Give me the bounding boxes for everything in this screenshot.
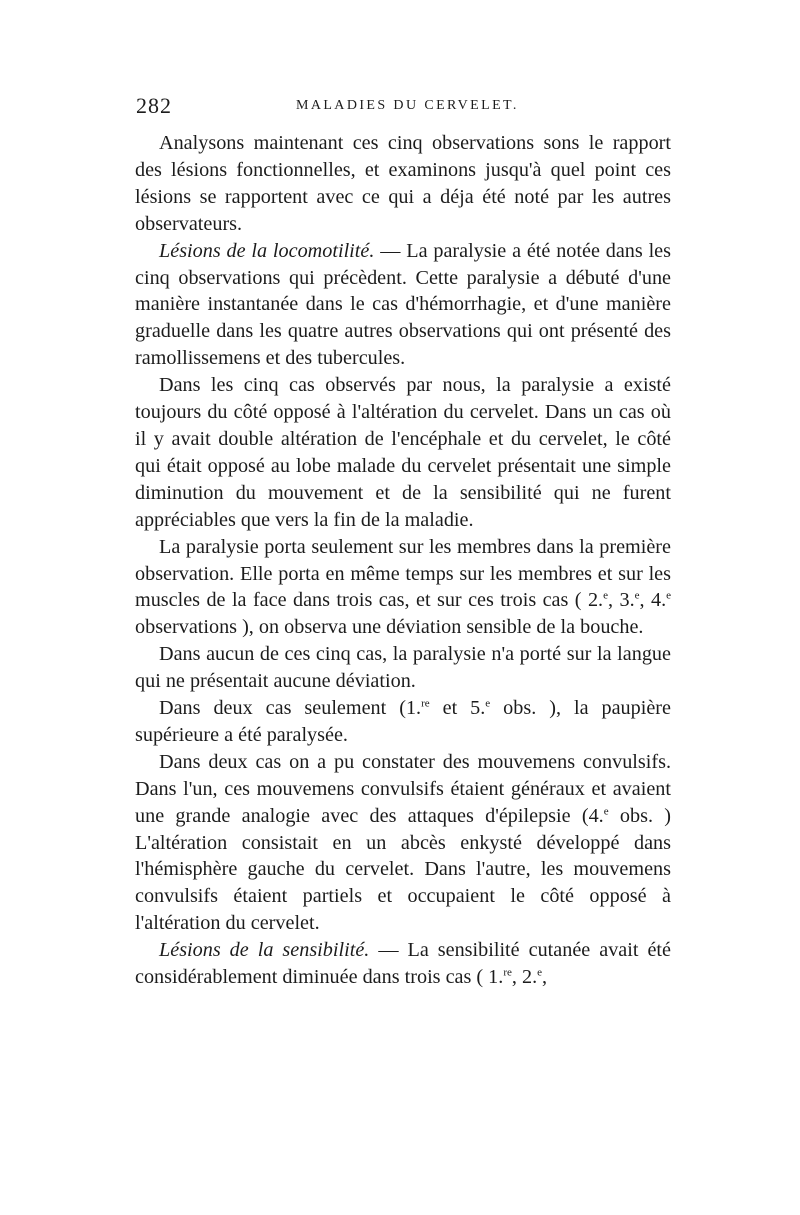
paragraph-8-text-c: , [542, 966, 548, 989]
section-heading-locomotilite: Lésions de la locomotilité. [159, 239, 375, 262]
paragraph-4-text-b: , 3. [608, 589, 635, 612]
paragraph-8-text-b: , 2. [511, 966, 538, 989]
paragraph-1 [135, 130, 671, 238]
ordinal-sup: re [503, 966, 512, 979]
page-number: 282 [136, 93, 172, 118]
page-header [136, 93, 670, 121]
section-heading-sensibilite: Lésions de la sensibilité. [159, 939, 370, 962]
ordinal-sup: e [634, 589, 640, 602]
paragraph-1-text: Analysons maintenant ces cinq observations sons le rapport des lésions fonctionnelles, et examinons jusqu'à quel point ces lésions se rapportent avec ce qui a déja été noté par les autres observateurs. [135, 132, 671, 235]
paragraph-6-text-a: Dans deux cas seulement (1. [159, 697, 422, 720]
paragraph-6-text-c: obs. ), la paupière supérieure a été paralysée. [135, 697, 671, 746]
paragraph-4-text-c: , 4. [639, 589, 667, 612]
paragraph-8-text-a: — La sensibilité cutanée avait été considérablement diminuée dans trois cas ( 1. [135, 939, 671, 989]
ordinal-sup: e [537, 966, 542, 979]
ordinal-sup: e [666, 589, 672, 602]
ordinal-sup: e [603, 589, 608, 602]
paragraph-4-text-d: observations ), on observa une déviation sensible de la bouche. [135, 616, 644, 639]
paragraph-2-text: — La paralysie a été notée dans les cinq observations qui précèdent. Cette paralysie a débuté d'une manière instantanée dans le cas d'hémorrhagie, et d'une manière graduelle dans les quatre autres observations qui ont présenté des ramollissemens et des tubercules. [135, 239, 672, 370]
paragraph-3-text: Dans les cinq cas observés par nous, la paralysie a existé toujours du côté opposé à l'altération du cervelet. Dans un cas où il y avait double altération de l'encéphale et du cervelet, le côté qui était opposé au lobe malade du cervelet présentait une simple diminution du mouvement et de la sensibilité qui ne furent appréciables que vers la fin de la maladie. [135, 374, 671, 531]
paragraph-4-text-a: La paralysie porta seulement sur les membres dans la première observation. Elle porta en même temps sur les membres et sur les muscles de la face dans trois cas, et sur ces trois cas ( 2. [135, 535, 671, 612]
paragraph-7-text-b: obs. ) L'altération consistait en un abcès enkysté développé dans l'hémisphère gauche du cervelet. Dans l'autre, les mouvemens convulsifs étaient partiels et occupaient le côté opposé à l'altération du cervelet. [135, 804, 671, 935]
paragraph-2 [135, 238, 671, 373]
ordinal-sup: re [421, 697, 430, 710]
ordinal-sup: e [603, 804, 609, 817]
paragraph-4 [135, 534, 671, 642]
running-title: MALADIES DU CERVELET. [296, 98, 519, 113]
paragraph-3 [135, 372, 671, 533]
body-text [135, 130, 671, 991]
paragraph-7-text-a: Dans deux cas on a pu constater des mouvemens convulsifs. Dans l'un, ces mouvemens convulsifs étaient généraux et avaient une grande analogie avec des attaques d'épilepsie (4. [135, 750, 671, 827]
paragraph-6-text-b: et 5. [429, 697, 486, 720]
paragraph-8 [135, 937, 671, 991]
paragraph-5 [135, 641, 671, 695]
paragraph-5-text: Dans aucun de ces cinq cas, la paralysie n'a porté sur la langue qui ne présentait aucune déviation. [135, 643, 671, 693]
ordinal-sup: e [485, 697, 491, 710]
paragraph-7 [135, 749, 671, 937]
paragraph-6 [135, 695, 671, 749]
